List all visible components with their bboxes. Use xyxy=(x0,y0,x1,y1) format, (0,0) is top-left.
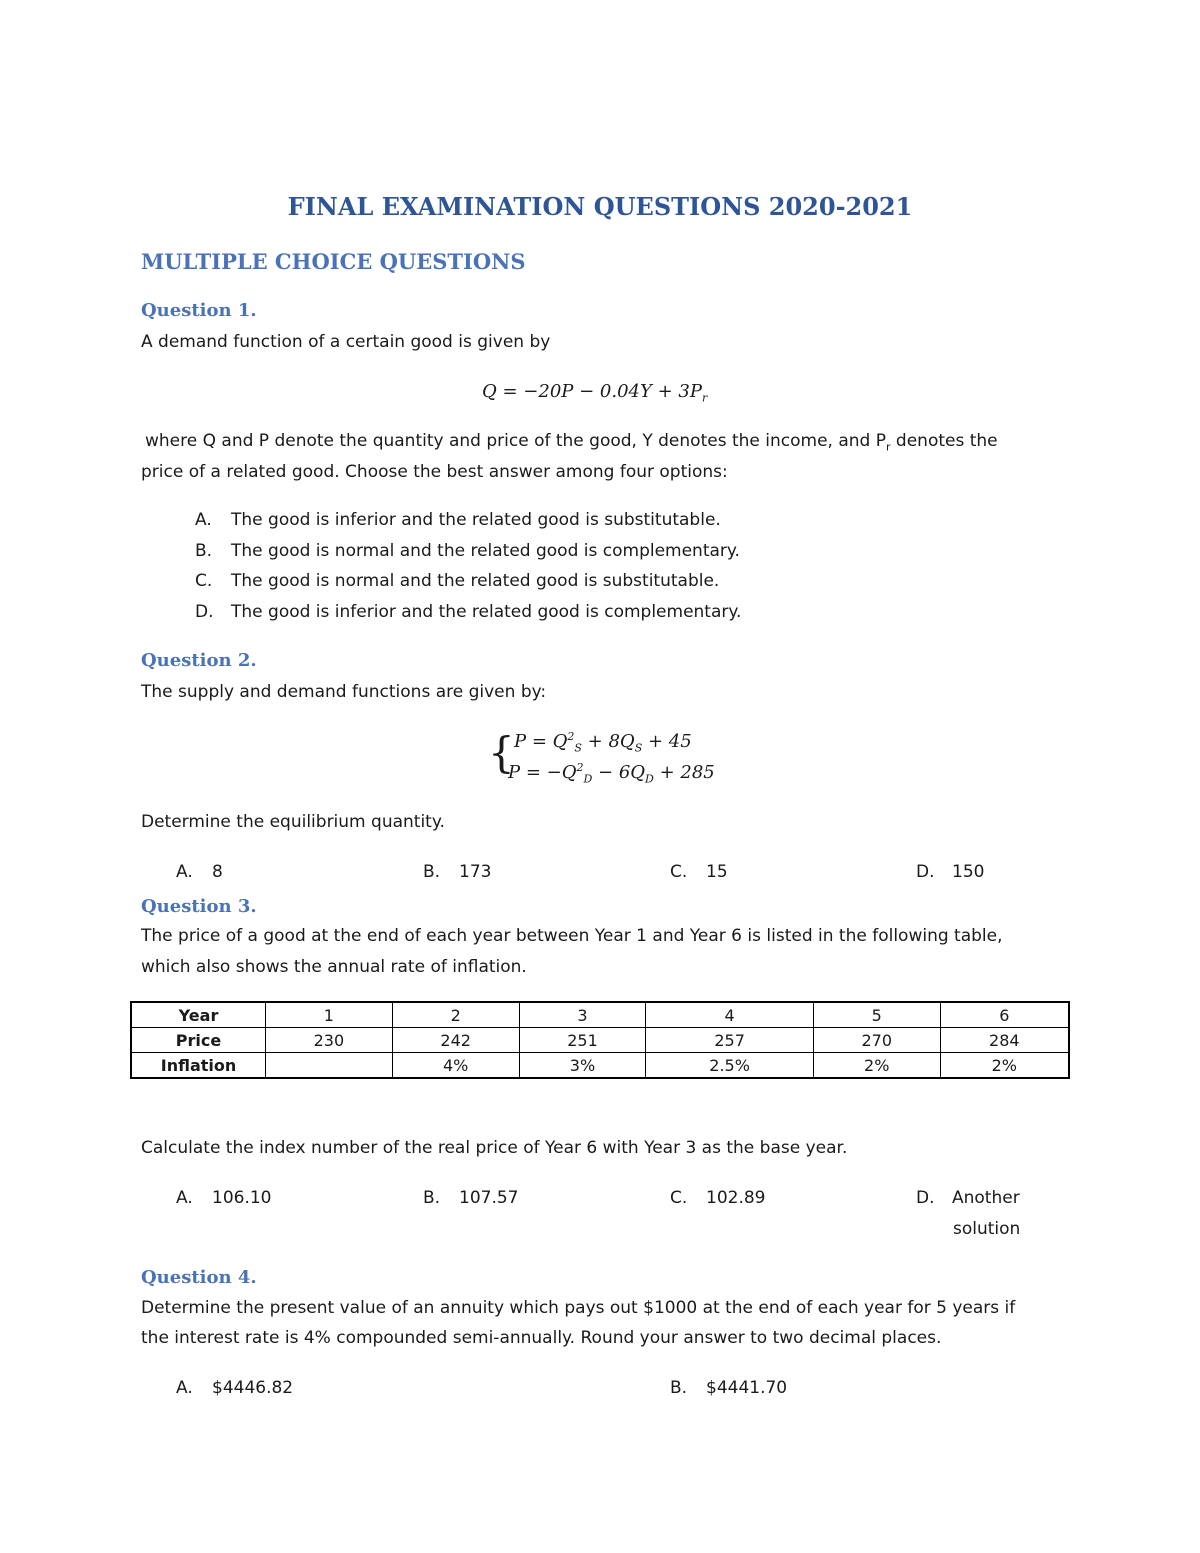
table-cell: 251 xyxy=(519,1028,646,1053)
table-row-year xyxy=(131,1002,1069,1028)
section-heading: MULTIPLE CHOICE QUESTIONS xyxy=(141,249,526,274)
supply-equation: $P = Q^2_S + 8Q_S + 45$ xyxy=(514,730,692,755)
table-cell: 3% xyxy=(519,1053,646,1079)
table-row-price xyxy=(131,1028,1069,1053)
q2-option-a: A. 8 xyxy=(176,862,223,882)
table-cell: 5 xyxy=(813,1002,940,1028)
table-cell: 242 xyxy=(392,1028,519,1053)
q3-option-c: C. 102.89 xyxy=(670,1188,766,1208)
q3-option-a: A. 106.10 xyxy=(176,1188,272,1208)
question-1-heading: Question 1. xyxy=(141,300,257,321)
demand-equation: $P = -Q^2_D - 6Q_D + 285$ xyxy=(508,761,715,786)
question-3-line2: which also shows the annual rate of inflation. xyxy=(141,957,527,977)
row-label-inflation: Inflation xyxy=(131,1053,266,1079)
q2-option-c: C. 15 xyxy=(670,862,728,882)
row-label-price: Price xyxy=(131,1028,266,1053)
row-label-year: Year xyxy=(131,1002,266,1028)
table-cell: 6 xyxy=(940,1002,1069,1028)
table-cell: 1 xyxy=(266,1002,393,1028)
question-1-intro: A demand function of a certain good is given by xyxy=(141,332,551,352)
equation-brace: { xyxy=(488,728,515,777)
question-3-heading: Question 3. xyxy=(141,896,257,917)
table-cell: 2 xyxy=(392,1002,519,1028)
table-cell: 2% xyxy=(940,1053,1069,1079)
q3-option-b: B. 107.57 xyxy=(423,1188,519,1208)
q4-option-b: B. $4441.70 xyxy=(670,1378,788,1398)
table-cell: 2.5% xyxy=(646,1053,813,1079)
q3-option-d: D. Another xyxy=(916,1188,1020,1208)
q2-option-d: D. 150 xyxy=(916,862,985,882)
table-cell: 230 xyxy=(266,1028,393,1053)
inflation-table xyxy=(130,1001,1070,1079)
table-cell: 284 xyxy=(940,1028,1069,1053)
page-title: FINAL EXAMINATION QUESTIONS 2020-2021 xyxy=(287,192,913,221)
question-1-body-line1: where Q and P denote the quantity and price of the good, Y denotes the income, and $P_r$ denotes the xyxy=(145,431,998,454)
question-4-heading: Question 4. xyxy=(141,1267,257,1288)
table-row-inflation xyxy=(131,1053,1069,1079)
table-cell: 4% xyxy=(392,1053,519,1079)
q2-option-b: B. 173 xyxy=(423,862,492,882)
q1-option-d: D. The good is inferior and the related good is complementary. xyxy=(195,602,742,622)
q1-option-c: C. The good is normal and the related good is substitutable. xyxy=(195,571,720,591)
table-cell: 3 xyxy=(519,1002,646,1028)
question-4-line1: Determine the present value of an annuity which pays out $1000 at the end of each year for 5 years if xyxy=(141,1298,1016,1318)
question-2-prompt: Determine the equilibrium quantity. xyxy=(141,812,445,832)
question-3-line1: The price of a good at the end of each year between Year 1 and Year 6 is listed in the following table, xyxy=(141,926,1003,946)
table-cell: 257 xyxy=(646,1028,813,1053)
question-2-heading: Question 2. xyxy=(141,650,257,671)
q3-option-d-line2: solution xyxy=(953,1219,1021,1239)
q1-option-b: B. The good is normal and the related good is complementary. xyxy=(195,541,740,561)
table-cell: 4 xyxy=(646,1002,813,1028)
q4-option-a: A. $4446.82 xyxy=(176,1378,294,1398)
table-cell xyxy=(266,1053,393,1079)
question-3-prompt: Calculate the index number of the real price of Year 6 with Year 3 as the base year. xyxy=(141,1138,848,1158)
question-2-intro: The supply and demand functions are given by: xyxy=(141,682,547,702)
q1-option-a: A. The good is inferior and the related good is substitutable. xyxy=(195,510,721,530)
table-cell: 2% xyxy=(813,1053,940,1079)
demand-formula: $Q = -20P - 0.04Y + 3P_r$ xyxy=(482,381,708,405)
question-1-body-line2: price of a related good. Choose the best answer among four options: xyxy=(141,462,728,482)
question-4-line2: the interest rate is 4% compounded semi-annually. Round your answer to two decimal places. xyxy=(141,1328,942,1348)
table-cell: 270 xyxy=(813,1028,940,1053)
